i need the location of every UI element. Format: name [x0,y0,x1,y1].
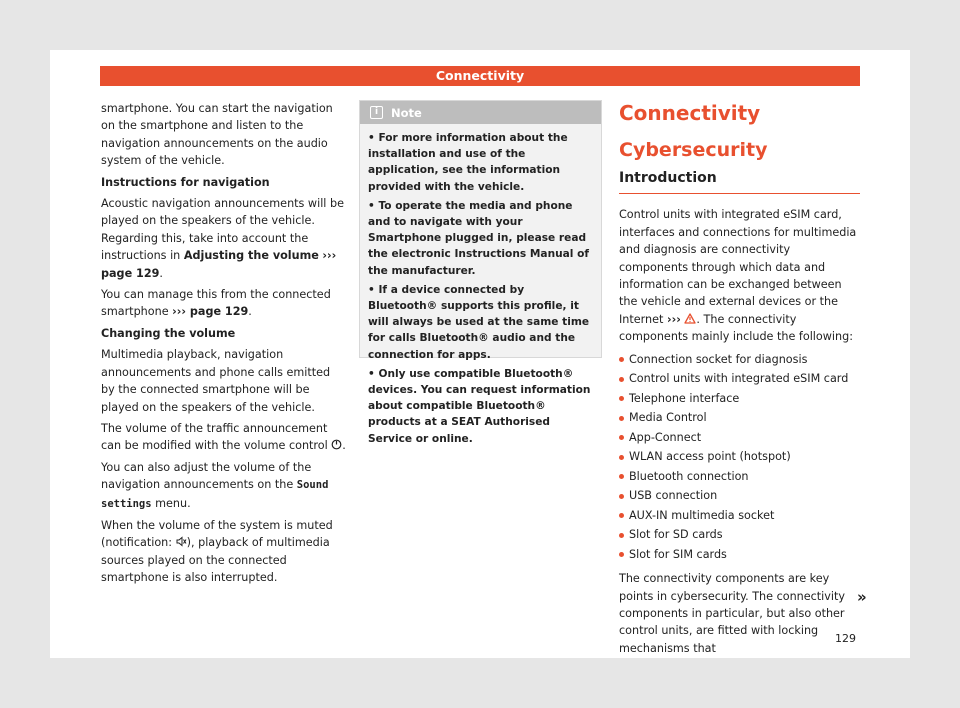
list-item: WLAN access point (hotspot) [619,447,860,467]
volume-reference: Adjusting the volume [183,249,319,263]
list-item: USB connection [619,486,860,506]
section-header: Connectivity [100,66,860,86]
paragraph: You can also adjust the volume of the navigation announcements on the Sound settings menu. [101,460,329,510]
paragraph: The volume of the traffic announcement can be modified with the volume control . [101,421,346,453]
note-item: • To operate the media and phone and to navigate with your Smartphone plugged in, please read the electronic Instructions Manual of the manufacturer. [368,199,590,277]
warning-link[interactable]: ››› [667,312,681,326]
paragraph: The connectivity components are key points in cybersecurity. The connectivity components in particular, but also other control units, are fitted with locking mechanisms that [619,572,846,655]
continue-marker: » [857,588,867,606]
paragraph: Acoustic navigation announcements will be played on the speakers of the vehicle. Regarding this, take into account the instructions in Adjusting the volume ››› page 129. [101,197,344,280]
list-item: Media Control [619,408,860,428]
menu-name: Sound settings [101,479,329,510]
list-item: App-Connect [619,428,860,448]
note-item: • Only use compatible Bluetooth® devices. You can request information about compatible Bluetooth® products at a SEAT Authorised Service or online. [368,367,591,445]
chapter-title: Connectivity [619,101,761,125]
note-body [360,124,601,447]
subheading-volume: Changing the volume [101,326,236,340]
paragraph: When the volume of the system is muted (notification: ), playback of multimedia sources played on the connected smartphone is also interrupted. [101,518,333,585]
paragraph: You can manage this from the connected smartphone ››› page 129. [101,288,331,319]
volume-knob-icon [331,439,342,450]
note-title: Note [391,105,422,120]
list-item: Control units with integrated eSIM card [619,369,860,389]
section-title: Cybersecurity [619,139,768,161]
list-item: Slot for SIM cards [619,545,860,565]
list-item: Slot for SD cards [619,525,860,545]
list-item: Bluetooth connection [619,467,860,487]
list-item: Telephone interface [619,389,860,409]
list-item: Connection socket for diagnosis [619,350,860,370]
note-item: • If a device connected by Bluetooth® supports this profile, it will always be used at the same time for calls Bluetooth® audio and the connection for apps. [368,283,590,361]
note-item: • For more information about the installation and use of the application, see the information provided with the vehicle. [368,132,568,193]
subsection-title: Introduction [619,170,860,194]
component-list [619,350,860,565]
page-link[interactable]: ››› page 129 [172,305,249,319]
left-column [101,100,346,591]
paragraph: smartphone. You can start the navigation on the smartphone and listen to the navigation announcements on the audio system of the vehicle. [101,102,333,168]
list-item: AUX-IN multimedia socket [619,506,860,526]
right-column [619,100,860,661]
note-box [359,100,602,445]
page-link[interactable]: ››› page 129 [101,249,337,280]
subheading-navigation: Instructions for navigation [101,175,270,189]
warning-triangle-icon [684,313,696,324]
info-icon: i [370,106,383,119]
page-number: 129 [835,632,856,645]
note-header [360,101,601,124]
paragraph: Control units with integrated eSIM card, interfaces and connections for multimedia and diagnosis are connectivity components through which data and information can be exchanged between the vehicle and external devices or the Internet ››› . The connectivity components mainly include the following: [619,208,857,344]
mute-icon [176,536,187,547]
paragraph: Multimedia playback, navigation announcements and phone calls emitted by the connected smartphone will be played on the speakers of the vehicle. [101,348,331,414]
